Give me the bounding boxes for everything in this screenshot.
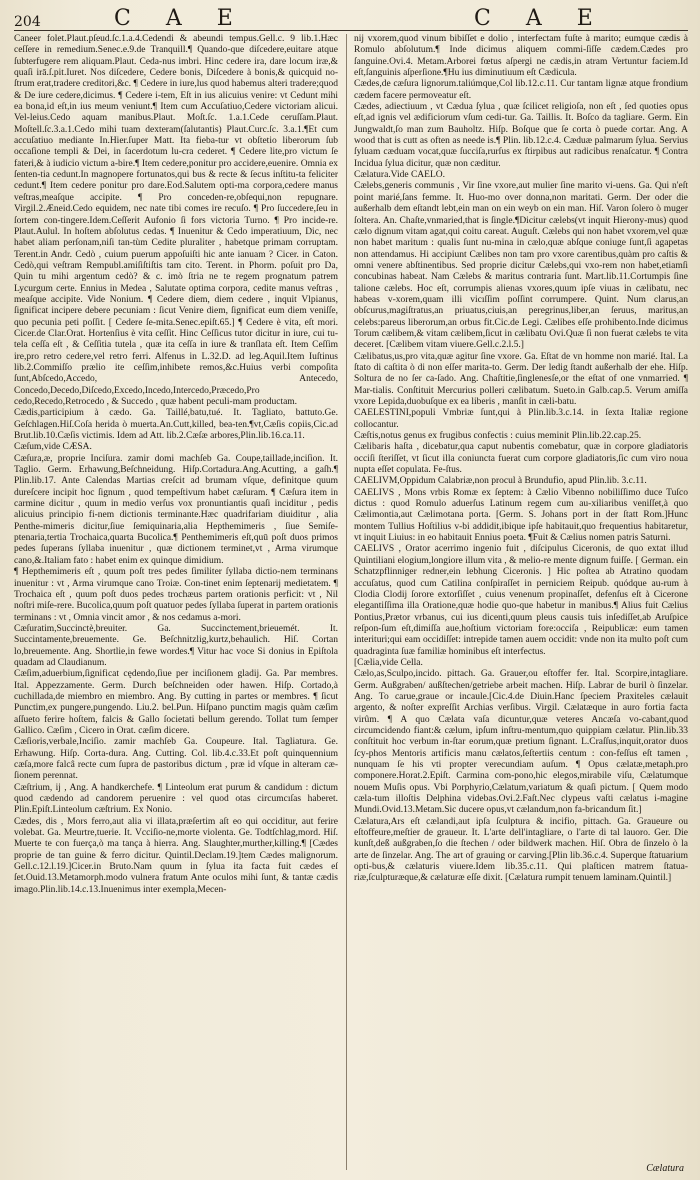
entry-caelebs: Cælebs,generis communis , Vir ſine vxore,aut mulier ſine marito vi-uens. Ga. Qui n'eſt point marié,ſans femme. It. Huo-mo over donna,non maritati. Germ. Der oder die außerhalb dem eſtandt lebt,ein man on ein weyb on ein man. Hiſ. Varon ſolero ò muger ſoltera. An. Chaſte,vnmaried,that is ſingle.¶Dicitur cælebs(vt inquit Hierony-mus) quod cælo dignum vitam agat,qui coitu careat. Auguſt. Cælebs qui non habet vxorem,vel quæ non habet maritum : qualis ſunt nu-mina in cælo,quæ abſque coniuge ſunt,ſi agapetas non attendamus. Hi accipiunt Cælibes non tam pro vxore carentibus,quàm pro caſtis & omni venere abſtinentibus. Sed proprie dicitur Cælebs,qui vxo-rem non habet,etiamſi concubinas habeat. Nam Cælebs & maritus contraria ſunt. Mart.lib.11.Cortumpis ſine talione cælebs. Hoc eſt, corrumpis alienas vxores,quum ipſe viuas in cælibatu, nec habeas v-xorem,quam illi vicıſſim poſſint corrumpere. Quint. Num clarus,an obſcurus,magiſtratus,an priuatus,ciuis,an peregrinus,liber,an ſeruus, maritus,an celebs:pareus liberorum,an orbus fit.Cic.de Legi. Cælibes eſſe prohibento.Inde dicimus Torum cælibem,& vitam cælibem,ſicut in cælibatu Ovi.Quæ ſi non fuerat cælebs te vita deceret. [Cælibem vitam viuere.Gell.c.2.l.5.] bbox=[354, 181, 688, 351]
entry-caesio: Cæſioris,verbale,Inciſio. zamir machſeb Ga. Coupeure. Ital. Tagliatura. Ge. Erhawung. Hiſp. Corta-dura. Ang. Cutting. Col. lib.4.c.33.Et poſt quinquennium cæſa,more falcâ recte cum ſupra de pastoribus dictum , præ id vſque in alteram cæ-ſionem perennat. bbox=[14, 737, 338, 782]
entry-caedes: Cædes, dis , Mors ferro,aut alia vi illata,præſertim aſt eo qui occiditur, aut ferire volebat. Ga. Meurtre,tuerie. It. Vcciſio-ne,morte violenta. Ge. Todtſchlag,mord. Hiſ. Muerte te con fuerça,ò ma tança à hierra. Ang. Slaughter,murther,killing.¶ [Cædes proprie de tan guine & ferro dicitur. Quintil.Declam.19.]tem Cædes malignorum. Gell.c.12.l.19.]Cicer.in Bruto.Nam quum in ſylua ita facta fuit cædes eſ ſet.Ouid.13.Metamorph.modo vulnera fratum Ante oculos mihi ſunt, & tantæ cædis imago.Plin.lib.14.c.13.Inuenimus inter exempla,Mecen- bbox=[14, 816, 338, 895]
entry-cedo: Caneer folet.Plaut.pſeud.ſc.1.a.4.Cedendi & abeundi tempus.Gell.c. 9 lib.1.Hæc ceſſere in remedium.Senec.e.9.de Tranquill.¶ Quando-que diſcedere,euitare atque ſubterfugere rem aliquam.Plaut. Ceda-nus imbri. Hinc cedere ira, dare locum iræ,& quaſi irā.ſ.pit.Iuret. Nos diſcedere, Cedere bonis, Diſcedere à bonis,& quicquid no-ſtrum erat,tradere creditori,&c. ¶ Cedere in iure,lus quod habemus alteri tradere;quod & De iure cedere,dicimus. ¶ Cedere i-tem, Eſt in ius alicuius venire: vt Cedunt mihi ea bona,id eſt,in ius meum veniunt.¶ Item cum Accuſatiuo,Cedere victoriam alicui. Vel-leius.Cedo aquam manibus.Plaut. Moſt.ſc. 1.a.1.Cede ceruſſam.Plaut. Moſtell.ſc.3.a.1.Cedo mihi tuam dexteram(ſalutantis) Plaut.Curc.ſc. 3.a.1.¶Et cum accuſatiuo mediante In.Hier.ſuper Matt. Ita fieba-tur vt obſtetio liberorum ſub occaſione templi & Dei, in ſacerdotum lu-cra cederet. ¶ Cedere lite,pro victum ſe fateri,& à iudicio victum a-bire.¶ Item cedere,ponitur pro accidere,euenire. Omnia ex ſenten-tia cedunt.In magnopere fortunatos,qui bus & recte & ſecus inſtitu-ta feliciter cedunt.¶ Item cedere ponitur pro dare.Eod.Salutem opti-ma corpora,cedere manus veſtras,meaſque accipite. ¶ Pro conceden-re,obſequi,non repugnare. Virgil.2.Æneid.Cedo equidem, nec nate tibi comes ire recuſo. ¶ Pro ſuccedere,ſeu in ſortem con-tingere.Idem.Ceſſerit Aufonio ſi fors victoria Turno. ¶ Pro incide-re. Plaut.Aulul. In hoſtem abſolutus cedas. ¶ Inuenitur & Cedo imperatiuum, Dic, nec habet aliam perſonam,niſi tan-tùm Cedite pluraliter , habetque primam corruptam. Terent.in Andr. Cedò , cuium puerum appoſuiſti hic ante ianuam ? Cicer. in Caton. Cedò,qui veſtram Rempubl.amiſiſtiſtis tam cito. Terent. in Phorm. poſuit pro Da, Quin tu mihi argentum cedò? & c. imò ſtria ne te regem prognatum patrem Lycurgum certe. Ennius in Medea , Salutate optima corpora, cedite manus veſtras , meaſque accipite. Vide Nonium. ¶ Cedere diem, diem cedere , inquit Vlpianus, ſignificat incipere debere pecuniam : ſicut Venire diem, ſignificat eum diem veniſſe, quo pecunia peti poſſit. [ Cedere ſe-mita.Senec.epiſt.65.] ¶ Cedere è vita, eſt mori. Cicer.de Clar.Orat. Hortenſius è vita ceſſit. Hinc Ceſſicus tutor dicitur in iure, cui tu-tela ceſſa eſt , & Ceſſitia tutela , quæ ita ceſſa in iure & tranſlata eſt. Item Ceſſim ire,pro retro cedere,vel retro ferri. Alfenus in L.32.D. ad leg.Aquil.Item Iuſtinus lib.2.Commiſſo prælio ite ceſſim,inhibete remos,&c.Huius verbi compoſita ſunt,Abſcedo,Accedo, Antecedo, Concedo,Decedo,Diſcedo,Excedo,Incedo,Intercedo,Præcedo,Pro cedo,Recedo,Retrocedo , & Succedo , quæ habent peculi-mam productam. bbox=[14, 34, 338, 407]
left-column bbox=[14, 34, 338, 1170]
entry-caelibaris: Cælibaris haſta , dicebatur,qua caput nubentis comebatur, quæ in corpore gladiatoris occiſi ſteriſſet, vt ſicut illa coniuncta fuerat cum corpore gladiatoris,ſic cum viro noua nupta eſſet copulata. Fe-ſtus. bbox=[354, 442, 688, 476]
entry-caelius-mons: CAELIVS , Mons vrbis Romæ ex ſeptem: à Cælio Vibenno nobiliſſimo duce Tuſco dictus : quod Romulo aduerſus Latinum regem cum au-xiliaribus veniſſet,à quo Cælimontia,aut Cælimotana porta. [Germ. S. Johans port in der ſtatt Rom.]Hunc montem Tullius Hoſtilius v-bi addidit,ibique ipſe habitauit,quo frequentius habitaretur, vt inquit Liuius: in eo habitauit Ennius poeta. ¶Fuit & Cælius nomen patris Saturni. bbox=[354, 487, 688, 544]
header-rule bbox=[14, 30, 688, 31]
entry-caelius-orator: CAELIVS , Orator acerrimo ingenio fuit , diſcipulus Ciceronis, de quo extat illud Quintiliani elogium,longiore illum vita , & melio-re mente dignum fuiſſe. [ German. ein Schatzpflinniger redner,ein lebhung Ciceronis. ] Hic poſtea ab Atratino quodam accuſatus, quod cum Catilina conſpiraſſet in perniciem Reipub. quódque au-rum à Clodia Clodij ſorore extorſiſſet , cuius venenum propinaſſet, defenſus eſt à Cicerone elegantiſſima illa Oratione,quæ hodie quo-que habetur in manibus.¶ Alius fuit Cælius Pontius,Prætor vrbanus, cui ius dicenti,quum pleus causis tuis inſediſſet,ab Aruſpice reſpon-ſum eſt,dimiſſa aue,hoſtium victoriam fore:occiſa , Reipublicæ: eum tamen interituri;qui eam occidiſſet: intrepide tamen auem occidit: vnde non ita multo poſt cum quadraginta ſuæ familiæ hominibus eſt interfectus. bbox=[354, 544, 688, 657]
entry-caesuratim: Cæſuratim,Succinctè,breuiter. Ga. Succinctement,brieuemét. It. Succintamente,breuemente. Ge. Beſchnitzlig,kurtz,behaulich. Hiſ. Cortan lo,breuemente. Ang. Shortlie,in fewe wordes.¶ Vitur hac voce Si donius in Epiſtola quadam ad Claudianum. bbox=[14, 623, 338, 668]
entry-caesura: Cæſura,æ, proprie Inciſura. zamir domi machſeb Ga. Coupe,taillade,inciſion. It. Taglio. Germ. Erhawung,Beſchneidung. Hiſp.Cortadura.Ang.Acutting, a gaſh.¶ Plin.lib.17. Ante Calendas Martias creſcit ad brumam vſque, definitque quum dureſcere incipit hoc ſignum , quod tempeſtivum habet cæſuram. ¶ Cæſura item in carmine dicitur , quum in medio verſus vox pronuntiantis quaſi inciditur , pedis alicuius principio fi-nem dictionis terminante.Hæc quadrifariam diuiditur , alia Penthe-mimeris dicitur,ſiue ſemiquinaria,alia Hepthemimeris , ſiue Semiſe-ptenaria,tertia Trochaica,quarta Bucolica.¶ Penthemimeris eſt,quū poſt duos primos pedes ſuperans ſyllaba inuenitur , quæ dictionem terminet,vt , Arma virumque cano,&.Italiam fato : habet enim ex quinque dimidium. bbox=[14, 453, 338, 566]
entry-caelium: CAELIVM,Oppidum Calabriæ,non procul à Brundufio, apud Plin.lib. 3.c.11. bbox=[354, 476, 647, 487]
entry-hepthemimeris: ¶ Hepthemimeris eſt , quum poſt tres pedes ſimiliter ſyllaba dictio-nem terminans inuenitur : vt , Arma virumque cano Troiæ. Con-tinet enim ſeptenarij medietatem. ¶ Trochaica eſt , quum poſt duos pedes trochæus partem orationis perficit: vt , Nil noſtri miſe-rere. Bucolica,quum poſt quatuor pedes ſyllaba ſuperat in partem orationis terminans : vt , Omnia vincit amor , & nos cedamus a-mori. bbox=[14, 567, 338, 623]
entry-caesus: Cædis,participium à cædo. Ga. Taillé,batu,tué. It. Tagliato, battuto.Ge. Geſchlagen.Hiſ.Coſa herida ò muerta.An.Cutt,killed, bea-ten.¶vt,Cæſis copiis,Cic.ad Brut.lib.10.Cæſis victimis. Idem ad Att. lib.2.Cæſæ arbores,Plin.lib.16.ca.11. bbox=[14, 408, 338, 442]
entry-caelatura-ref: Cælatura.Vide CAELO. bbox=[354, 170, 445, 181]
entry-caesim: Cæſim,aduerbium,ſignificat cędendo,ſiue per inciſionem gladij. Ga. Par membres. Ital. Appezzamente. Germ. Durch beſchneiden oder hawen. Hiſp. Cortado,à cuchillada,de miembro en miembro. Ang. By cutting in partes or membres. ¶ ſicut Punctim,ex pungere,pungendo. Liu.2. bel.Pun. Hiſpano punctim magis quàm cæſim aſſueto ferire hoſtem, falcis & Gallo ſocietati bellum gerendo. Tollat tum ſemper Gallico. Cæſim , Cicero in Orat. cæſim dicere. bbox=[14, 669, 338, 736]
entry-caelatura: Cælatura,Ars eſt cælandi,aut ipſa ſculptura & incifio, pittach. Ga. Graueure ou eſtoffeure,meſtier de graueur. It. L'arte dell'intagliare, o l'arte di tal lauoro. Ger. Die kunſt,deß außgraben,ſo die ſtechen / oder bildwerk machen. Hiſ. Obra de ſinzelo ò la arte de ſinzelar. Ang. The art of grauing or carving.[Plin lib.36.c.4. Superque ſtatuarium opti-bus,& cælaturis viuere.Idem lib.35.c.11. Qui plaſticen matrem ſtatua-riæ,ſculpturæque,& cælaturæ eſſe dixit. [Cælatura rumpit tenuem laminam.Quintil.] bbox=[354, 816, 688, 884]
column-divider bbox=[346, 34, 347, 1170]
running-head-left: C A E bbox=[114, 6, 247, 31]
entry-caelibatus: Cælibatus,us,pro vita,quæ agitur ſine vxore. Ga. Eſtat de vn homme non marié. Ital. La ſtato di caſtita ò di non eſſer marita-to. Germ. Der ledig ſtandt außerhalb der ehe. Hiſp. Soltura de no ſer ca-ſado. Ang. Chaſtitie,ſinglenesſe,or the eſtat of one vnmarried. ¶ Mar-tialis. Conſtituit Mercurius polleri cælibatum. Sueto.in Galb.cap.5. Verum amiſſa vxore Lepida,duobuſque ex ea liberis , manſit in cæli-batu. bbox=[354, 351, 688, 407]
entry-caedes-cont: nij vxorem,quod vinum bibiſſet e dolio , interfectam fuſte à marito; eumque cædis à Romulo abſolutum.¶ Inde dicimus aliquem commi-ſiſſe cædem.Cædes pro ſanguine.Ovi.4. Metam.Arborei fœtus aſpergi ne cædis,in atram Vertuntur faciem.Id eſt,ſanguinis aſperſione.¶Hu ius diminutiuum eſt Cædicula. bbox=[354, 34, 688, 79]
entry-caelia: [Cælia,vide Cella. bbox=[354, 657, 423, 668]
catchword: Cælatura bbox=[646, 1163, 684, 1174]
entry-caedes-lignorum: Cædes,de cæſura lignorum.taliúmque,Col lib.12.c.11. Cur tantam lignæ atque frondium cædem facere permoveatur eſt. bbox=[354, 79, 688, 101]
entry-caelestini: CAELESTINI,populi Vmbriæ ſunt,qui à Plin.lib.3.c.14. in ſexta Italiæ regione collocantur. bbox=[354, 408, 688, 430]
entry-caesum: Cæſum,vide CÆSA. bbox=[14, 442, 92, 453]
page-number: 204 bbox=[14, 14, 41, 30]
running-head-right: C A E bbox=[474, 6, 607, 31]
entry-caestrium: Cæſtrium, ij , Ang. A handkerchefe. ¶ Linteolum erat purum & candidum : dictum quod cædendo ad candorem peruenire : vel quod otas circumcıſas haberet. Plin.Epiſt.Linteolum cæſtrium. Ex Nonio. bbox=[14, 782, 338, 816]
entry-caeduus: Cædes, adiectiuum , vt Cædua ſylua , quæ ſcilicet religioſa, non eſt , ſed quoties opus eſt,ad ignis vel ædificiorum vſum cedi-tur. Ga. Taillis. It. Boſco da tagliare. Germ. Ein Jungwaldt,ſo man zum Bauholtz. Hiſp. Boſque que ſe corta ò puede cortar. Ang. A wood that is cutt as often as neede is.¶ Plin. lib.12.c.4. Cæduæ palmarum ſylua. Servius ſyluam cæduam vocat,quæ ſucciſa,rurſus ex ſtirpibus aut radicibus renaſcatur. ¶ Contra Incidua ſylua dicitur, quæ non cæditur. bbox=[354, 102, 688, 169]
entry-caelo: Cælo,as,Sculpo,incido. pittach. Ga. Grauer,ou eſtoffer fer. Ital. Scorpire,intagliare. Germ. Außgraben/ außſtechen/getriebe arbeit machen. Hiſp. Labrar de buril ò ſinzelar. Ang. To carue,graue or incaule.[Cic.4.de Diuin.Hanc ſpeciem Praxiteles cælauit argento, & noſter expreſſit Archias verſibus. Virgil. Cælatæque in auro fortia facta virûm. ¶ A quo Cælata vaſa dicuntur,quæ veteres Ancæſa vo-cabant,quod circumcidendo fiant:& cælum, ipſum inſtru-mentum,quo quippiam cælatur. Plin.lib.33 conſtituit hoc verbum in-ſtar eorum,quæ pretium ſignant. L.Craſſus,inquit,orator duos ſcy-phos Mentoris artificis manu cælatos,ſeſtertiis centum : con-feſſus eſt tamen , nunquam ſe his vti propter verecundiam auſum. ¶ Opus cælatæ,metaph.pro componere.Horat.2.Epiſt. Carmina com-pono,hic elegos,mirabile viſu, Cælatumque nouem Muſis opus. Vbi Porphyrio,Cælatum,variatum & quaſi pictum. [ Quem modo cæla-tum illoſtis Delphina videbas.Ovi.2.Faſt.Nec clypeus vaſti cælatus i-magine Mundi.Ovid.13.Metam.Sic ducere opus,vt cælandum,non fa-bricandum ſit.] bbox=[354, 669, 688, 816]
entry-caestis: Cæſtis,notus genus ex frugibus confectis : cuius meminit Plin.lib.22.cap.25. bbox=[354, 431, 642, 442]
right-column bbox=[354, 34, 688, 1170]
page-header bbox=[14, 6, 688, 32]
